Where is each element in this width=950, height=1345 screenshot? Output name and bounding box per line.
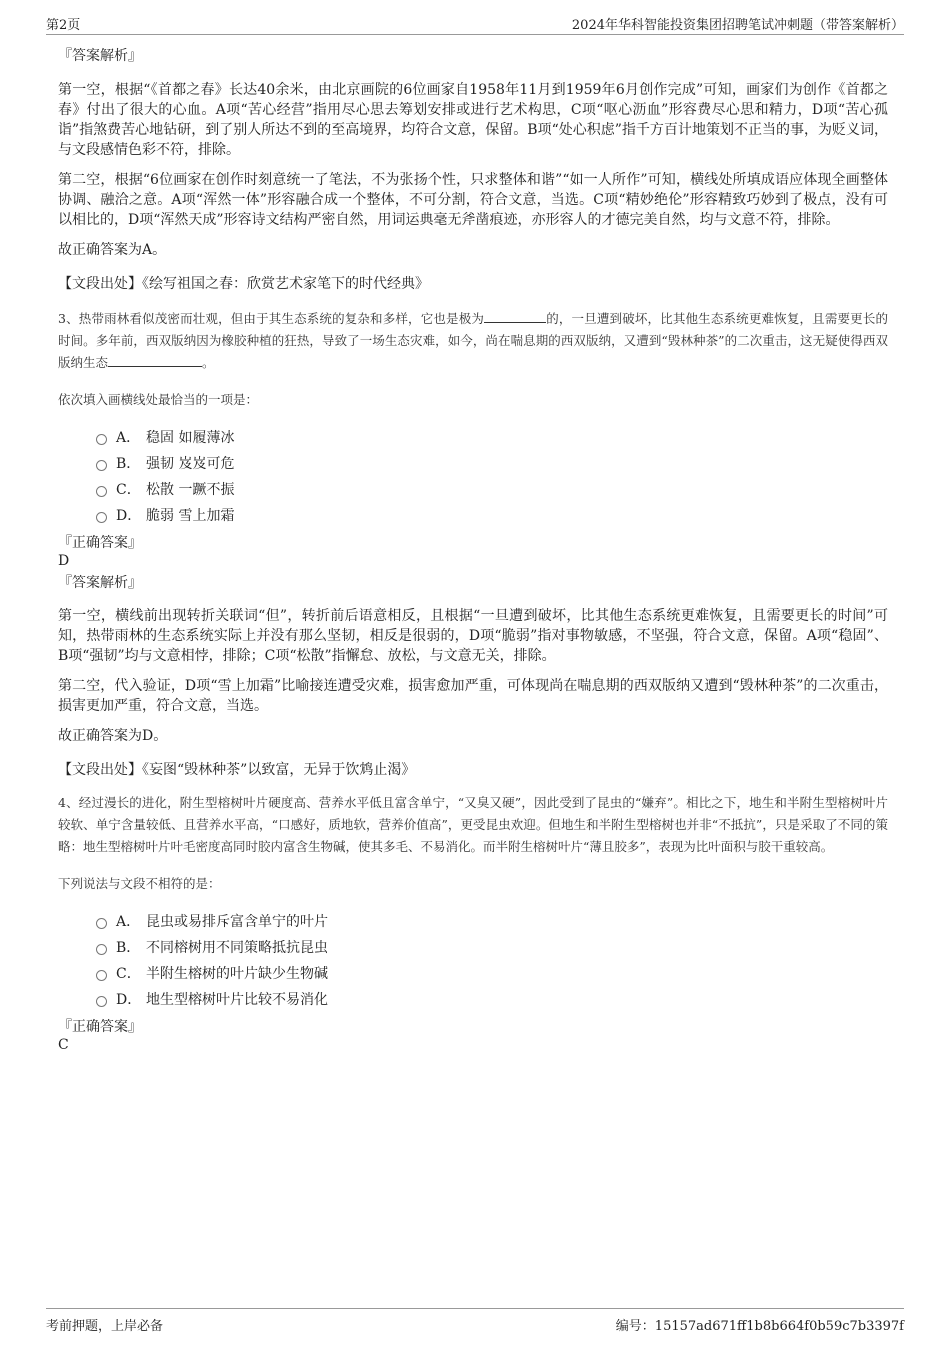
question-3-stem (58, 308, 888, 374)
option-letter: C． (116, 482, 141, 498)
footer-slogan: 考前押题，上岸必备 (46, 1319, 164, 1334)
option-letter: D． (116, 992, 142, 1008)
fill-blank-2 (108, 354, 202, 367)
radio-icon[interactable] (96, 460, 107, 471)
analysis-paragraph: 第二空，根据“6位画家在创作时刻意统一了笔法，不为张扬个性，只求整体和谐”“如一人所作”可知，横线处所填成语应体现全画整体协调、融洽之意。A项“浑然一体”形容融合成一个整体，不可分割，符合文意，当选。C项“精妙绝伦”形容精致巧妙到了极点，没有可以相比的，D项“浑然天成”形容诗文结构严密自然，用词运典毫无斧凿痕迹，亦形容人的才德完美自然，均与文意不符，排除。 (58, 172, 888, 228)
option-c[interactable] (96, 960, 888, 986)
option-b[interactable] (96, 934, 888, 960)
question-3-options (58, 424, 888, 528)
radio-icon[interactable] (96, 486, 107, 497)
correct-answer-label: 『正确答案』 (58, 535, 142, 551)
analysis-conclusion: 故正确答案为A。 (58, 242, 167, 258)
document-title: 2024年华科智能投资集团招聘笔试冲刺题（带答案解析） (571, 18, 904, 33)
analysis-paragraph: 第二空，代入验证，D项“雪上加霜”比喻接连遭受灾难，损害愈加严重，可体现尚在喘息期的西双版纳又遭到“毁林种茶”的二次重击，损害更加严重，符合文意，当选。 (58, 678, 888, 714)
option-text: 强韧 岌岌可危 (146, 456, 235, 472)
question-3-stem-part: 。 (202, 355, 215, 370)
page-number: 第2页 (46, 18, 81, 33)
correct-answer-value: C (58, 1037, 69, 1053)
page-header (46, 12, 904, 35)
option-letter: A． (116, 430, 141, 446)
option-text: 稳固 如履薄冰 (146, 430, 235, 446)
radio-icon[interactable] (96, 944, 107, 955)
question-3-prompt: 依次填入画横线处最恰当的一项是： (58, 392, 259, 407)
radio-icon[interactable] (96, 918, 107, 929)
question-3-stem-part: 3、热带雨林看似茂密而壮观，但由于其生态系统的复杂和多样，它也是极为 (58, 311, 485, 326)
option-d[interactable] (96, 502, 888, 528)
correct-answer-value: D (58, 553, 70, 569)
source-citation: 【文段出处】《绘写祖国之春：欣赏艺术家笔下的时代经典》 (58, 276, 429, 292)
radio-icon[interactable] (96, 434, 107, 445)
source-citation: 【文段出处】《妄图“毁林种茶”以致富，无异于饮鸩止渴》 (58, 762, 416, 778)
option-text: 脆弱 雪上加霜 (146, 508, 235, 524)
option-letter: A． (116, 914, 141, 930)
option-text: 半附生榕树的叶片缺少生物碱 (146, 966, 328, 982)
radio-icon[interactable] (96, 512, 107, 523)
question-3-stem-part: 的，一旦遭到破坏，比其他生态系统更难恢复，且需要更长的时间。多年前，西双版纳因为橡胶种植的狂热，导致了一场生态灾难，如今，尚在喘息期的西双版纳，又遭到“毁林种茶”的二次重击，这无疑使得西双版纳生态 (58, 311, 888, 370)
analysis-paragraph: 第一空，横线前出现转折关联词“但”，转折前后语意相反，且根据“一旦遭到破坏，比其他生态系统更难恢复，且需要更长的时间”可知，热带雨林的生态系统实际上并没有那么坚韧，相反是很弱的，D项“脆弱”指对事物敏感，不坚强，符合文意，保留。A项“稳固”、B项“强韧”均与文意相悖，排除；C项“松散”指懈怠、放松，与文意无关，排除。 (58, 608, 888, 664)
correct-answer-label: 『正确答案』 (58, 1019, 142, 1035)
fill-blank-1 (484, 310, 546, 323)
option-letter: D． (116, 508, 142, 524)
option-letter: B． (116, 940, 141, 956)
option-a[interactable] (96, 908, 888, 934)
option-text: 松散 一蹶不振 (146, 482, 235, 498)
question-4-prompt: 下列说法与文段不相符的是： (58, 876, 221, 891)
option-d[interactable] (96, 986, 888, 1012)
option-text: 地生型榕树叶片比较不易消化 (146, 992, 328, 1008)
option-c[interactable] (96, 476, 888, 502)
option-a[interactable] (96, 424, 888, 450)
analysis-label: 『答案解析』 (58, 48, 142, 64)
question-4-options (58, 908, 888, 1012)
page-footer (46, 1308, 904, 1333)
option-letter: C． (116, 966, 141, 982)
radio-icon[interactable] (96, 996, 107, 1007)
analysis-label: 『答案解析』 (58, 575, 142, 591)
analysis-paragraph: 第一空，根据“《首都之春》长达40余米，由北京画院的6位画家自1958年11月到1959年6月创作完成”可知，画家们为创作《首都之春》付出了很大的心血。A项“苦心经营”指用尽心思去筹划安排或进行艺术构思，C项“呕心沥血”形容费尽心思和精力，D项“苦心孤诣”指煞费苦心地钻研，到了别人所达不到的至高境界，均符合文意，保留。B项“处心积虑”指千方百计地策划不正当的事，为贬义词，与文段感情色彩不符，排除。 (58, 82, 888, 158)
radio-icon[interactable] (96, 970, 107, 981)
option-text: 昆虫或易排斥富含单宁的叶片 (146, 914, 328, 930)
document-code: 编号：15157ad671ff1b8b664f0b59c7b3397f (615, 1319, 904, 1334)
page-content (58, 46, 888, 1054)
option-b[interactable] (96, 450, 888, 476)
option-text: 不同榕树用不同策略抵抗昆虫 (146, 940, 328, 956)
analysis-conclusion: 故正确答案为D。 (58, 728, 168, 744)
question-4-stem: 4、经过漫长的进化，附生型榕树叶片硬度高、营养水平低且富含单宁，“又臭又硬”，因此受到了昆虫的“嫌弃”。相比之下，地生和半附生型榕树叶片较软、单宁含量较低、且营养水平高，“口感好，质地软，营养价值高”，更受昆虫欢迎。但地生和半附生型榕树也并非“不抵抗”，只是采取了不同的策略：地生型榕树叶片叶毛密度高同时胶内富含生物碱，使其多毛、不易消化。而半附生榕树叶片“薄且胶多”，表现为比叶面积与胶干重较高。 (58, 795, 888, 854)
option-letter: B． (116, 456, 141, 472)
